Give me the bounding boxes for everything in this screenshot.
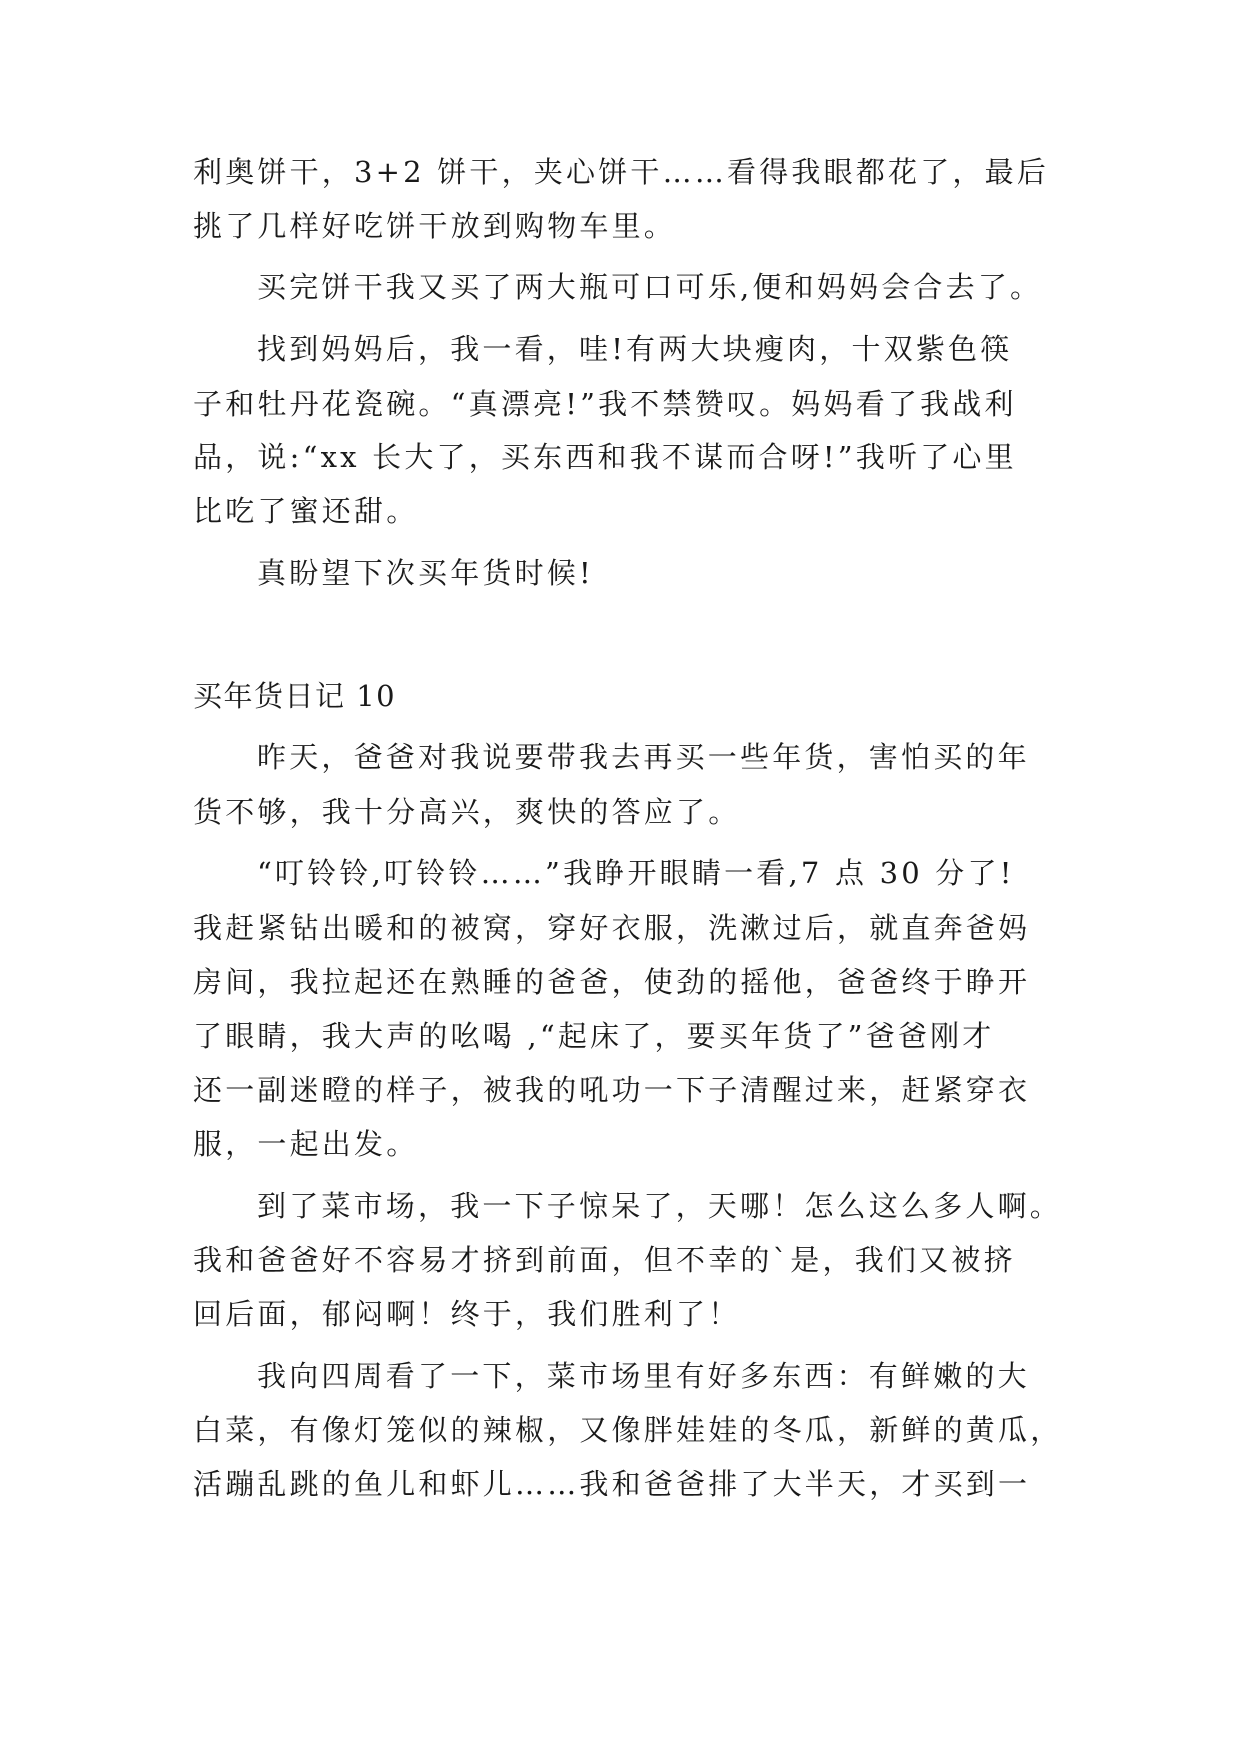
paragraph-start-line: 买完饼干我又买了两大瓶可口可乐,便和妈妈会合去了。 [257, 270, 1043, 304]
text-line: 挑了几样好吃饼干放到购物车里。 [193, 209, 677, 243]
paragraph-start-line: 我向四周看了一下，菜市场里有好多东西：有鲜嫩的大 [257, 1359, 1030, 1393]
paragraph-start-line: 找到妈妈后，我一看，哇!有两大块瘦肉，十双紫色筷 [257, 332, 1013, 366]
text-line: 我和爸爸好不容易才挤到前面，但不幸的`是，我们又被挤 [193, 1243, 1016, 1277]
text-line: 回后面，郁闷啊！终于，我们胜利了！ [193, 1297, 741, 1331]
text-line: 房间，我拉起还在熟睡的爸爸，使劲的摇他，爸爸终于睁开 [193, 965, 1031, 999]
text-line: 子和牡丹花瓷碗。“真漂亮!”我不禁赞叹。妈妈看了我战利 [193, 387, 1017, 421]
text-line: 白菜，有像灯笼似的辣椒，又像胖娃娃的冬瓜，新鲜的黄瓜， [193, 1413, 1063, 1447]
text-line: 货不够，我十分高兴，爽快的答应了。 [193, 795, 741, 829]
text-line: 比吃了蜜还甜。 [193, 494, 419, 528]
text-line: 还一副迷瞪的样子，被我的吼功一下子清醒过来，赶紧穿衣 [193, 1073, 1031, 1107]
text-line: 了眼睛，我大声的吆喝 ,“起床了，要买年货了”爸爸刚才 [193, 1019, 995, 1053]
text-line: 活蹦乱跳的鱼儿和虾儿……我和爸爸排了大半天，才买到一 [193, 1467, 1031, 1501]
paragraph-start-line: 真盼望下次买年货时候! [257, 556, 594, 590]
text-line: 服，一起出发。 [193, 1127, 419, 1161]
paragraph-start-line: 到了菜市场，我一下子惊呆了，天哪！怎么这么多人啊。 [257, 1189, 1063, 1223]
text-line: 品，说:“xx 长大了，买东西和我不谋而合呀!”我听了心里 [193, 440, 1017, 474]
paragraph-start-line: “叮铃铃,叮铃铃……”我睁开眼睛一看,7 点 30 分了! [257, 856, 1015, 890]
section-heading: 买年货日记 10 [193, 679, 397, 713]
text-line: 我赶紧钻出暖和的被窝，穿好衣服，洗漱过后，就直奔爸妈 [193, 911, 1031, 945]
paragraph-start-line: 昨天，爸爸对我说要带我去再买一些年货，害怕买的年 [257, 740, 1030, 774]
text-line: 利奥饼干，3+2 饼干，夹心饼干……看得我眼都花了，最后 [193, 155, 1050, 189]
